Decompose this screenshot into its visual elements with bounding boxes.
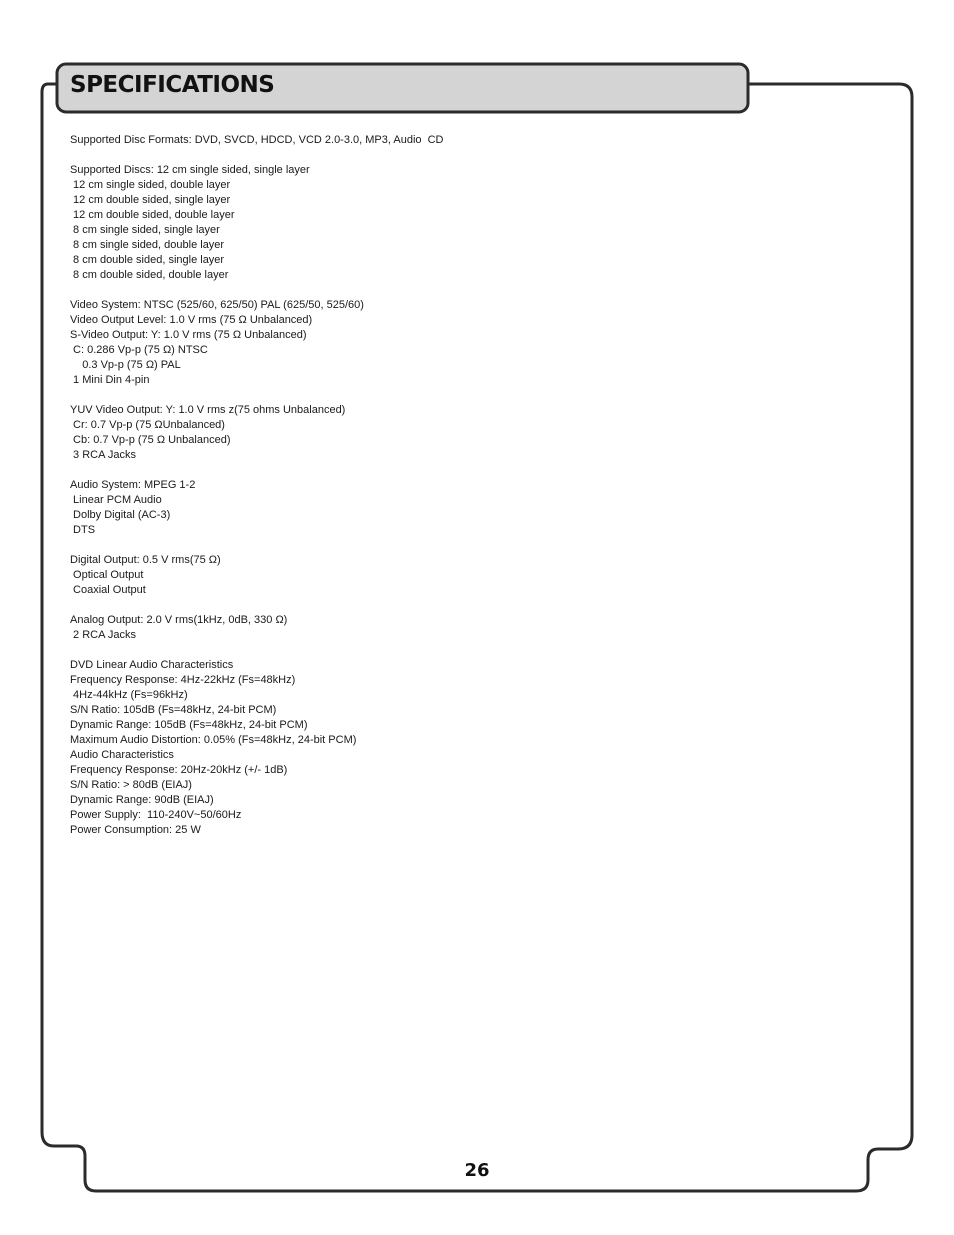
spec-line (70, 283, 444, 298)
specifications-list (70, 133, 444, 838)
spec-line: 8 cm double sided, double layer (70, 269, 229, 281)
spec-line: Video Output Level: 1.0 V rms (75 Ω Unbalanced) (70, 314, 313, 326)
spec-line (70, 643, 444, 658)
spec-line (70, 463, 444, 478)
spec-line: Video System: NTSC (525/60, 625/50) PAL (625/50, 525/60) (70, 299, 364, 311)
spec-line: DTS (70, 524, 96, 536)
spec-line: 8 cm single sided, double layer (70, 239, 225, 251)
spec-line: Dolby Digital (AC-3) (70, 509, 171, 521)
spec-line: Audio System: MPEG 1-2 (70, 479, 196, 491)
spec-line: 3 RCA Jacks (70, 449, 137, 461)
spec-line (70, 148, 444, 163)
spec-line: Cb: 0.7 Vp-p (75 Ω Unbalanced) (70, 434, 231, 446)
spec-line (70, 598, 444, 613)
spec-line: Power Consumption: 25 W (70, 824, 201, 836)
spec-line: Maximum Audio Distortion: 0.05% (Fs=48kHz, 24-bit PCM) (70, 734, 357, 746)
spec-line: Digital Output: 0.5 V rms(75 Ω) (70, 554, 221, 566)
page-number: 26 (464, 1160, 490, 1181)
spec-line: 12 cm double sided, single layer (70, 194, 231, 206)
spec-line: C: 0.286 Vp-p (75 Ω) NTSC (70, 344, 208, 356)
spec-line: Dynamic Range: 105dB (Fs=48kHz, 24-bit PCM) (70, 719, 308, 731)
spec-line: 12 cm double sided, double layer (70, 209, 235, 221)
spec-line: YUV Video Output: Y: 1.0 V rms z(75 ohms Unbalanced) (70, 404, 346, 416)
spec-line: 12 cm single sided, double layer (70, 179, 231, 191)
spec-line: 4Hz-44kHz (Fs=96kHz) (70, 689, 188, 701)
spec-line: Analog Output: 2.0 V rms(1kHz, 0dB, 330 Ω) (70, 614, 288, 626)
spec-line: Cr: 0.7 Vp-p (75 ΩUnbalanced) (70, 419, 225, 431)
spec-line: 2 RCA Jacks (70, 629, 137, 641)
spec-line (70, 388, 444, 403)
spec-line: DVD Linear Audio Characteristics (70, 659, 234, 671)
spec-line: Audio Characteristics (70, 749, 174, 761)
spec-line: S/N Ratio: > 80dB (EIAJ) (70, 779, 192, 791)
spec-line: 1 Mini Din 4-pin (70, 374, 150, 386)
spec-line: S/N Ratio: 105dB (Fs=48kHz, 24-bit PCM) (70, 704, 277, 716)
spec-line: 0.3 Vp-p (75 Ω) PAL (70, 359, 181, 371)
spec-line: 8 cm double sided, single layer (70, 254, 225, 266)
spec-line: Linear PCM Audio (70, 494, 162, 506)
spec-line: Optical Output (70, 569, 144, 581)
spec-line: Supported Disc Formats: DVD, SVCD, HDCD, VCD 2.0-3.0, MP3, Audio CD (70, 134, 444, 146)
spec-line: Supported Discs: 12 cm single sided, single layer (70, 164, 310, 176)
page-title: SPECIFICATIONS (70, 72, 275, 98)
spec-line (70, 538, 444, 553)
spec-line: S-Video Output: Y: 1.0 V rms (75 Ω Unbalanced) (70, 329, 307, 341)
spec-line: Frequency Response: 4Hz-22kHz (Fs=48kHz) (70, 674, 296, 686)
spec-line: Power Supply: 110-240V~50/60Hz (70, 809, 242, 821)
spec-line: 8 cm single sided, single layer (70, 224, 220, 236)
spec-line: Frequency Response: 20Hz-20kHz (+/- 1dB) (70, 764, 288, 776)
spec-line: Dynamic Range: 90dB (EIAJ) (70, 794, 214, 806)
spec-line: Coaxial Output (70, 584, 146, 596)
